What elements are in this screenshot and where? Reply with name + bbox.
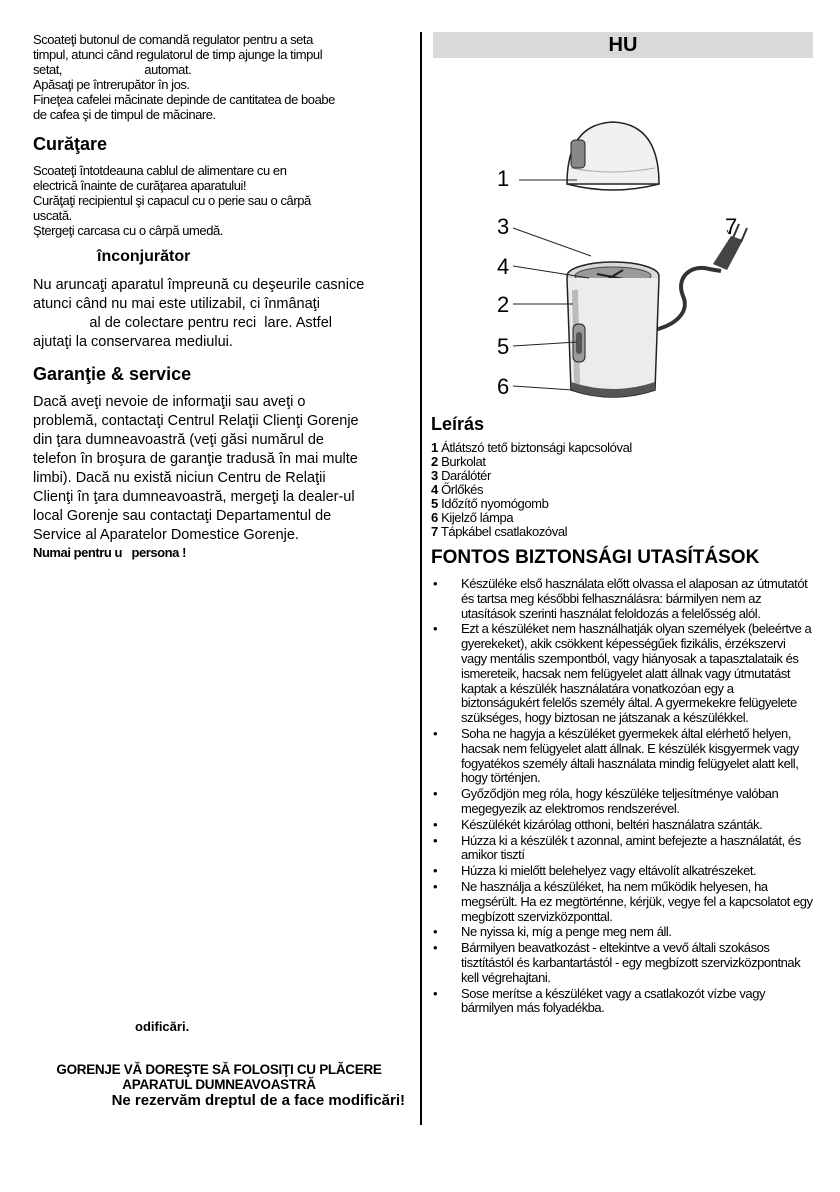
part-label: Időzítő nyomógomb	[441, 496, 549, 511]
footer-rights: Ne rezervăm dreptul de a face modificări!	[111, 1092, 405, 1109]
text-line: Curăţaţi recipientul şi capacul cu o perie sau o cârpă	[33, 193, 311, 208]
warranty-paragraph	[33, 393, 405, 545]
environment-heading: înconjurător	[97, 248, 191, 265]
text-line: limbi). Dacă nu există niciun Centru de Relaţii	[33, 470, 326, 486]
list-item: • Sose merítse a készüléket vagy a csatlakozót vízbe vagy bármilyen más folyadékba.	[431, 987, 813, 1017]
text-line: ajutaţi la conservarea mediului.	[33, 334, 233, 350]
cleaning-paragraph	[33, 163, 405, 238]
part-number: 7	[431, 524, 438, 539]
callout-1: 1	[497, 166, 510, 191]
intro-paragraph	[33, 32, 405, 122]
callout-7: 7	[725, 214, 738, 239]
footer-greeting	[33, 1062, 405, 1092]
text-line: Apăsaţi pe întrerupător în jos.	[33, 77, 190, 92]
callout-4: 4	[497, 254, 510, 279]
list-item: • Húzza ki a készülék t azonnal, amint befejezte a használatát, és amikor tisztí	[431, 834, 813, 864]
parts-list	[431, 441, 813, 539]
text-line: Dacă aveţi nevoie de informaţii sau aveţi o	[33, 394, 306, 410]
list-item: • Ne használja a készüléket, ha nem működik helyesen, ha megsérült. Ha ez megtörténne, kérjük, vegye fel a kapcsolatot egy megbízott szervizközponttal.	[431, 880, 813, 924]
footer-line: GORENJE VĂ DOREŞTE SĂ FOLOSIŢI CU PLĂCERE	[56, 1062, 382, 1077]
text-line: Ştergeţi carcasa cu o cârpă umedă.	[33, 223, 223, 238]
cleaning-heading: Curăţare	[33, 134, 108, 154]
safety-heading: FONTOS BIZTONSÁGI UTASÍTÁSOK	[431, 547, 760, 568]
part-label: Tápkábel csatlakozóval	[440, 524, 568, 539]
list-item	[431, 483, 813, 497]
grinder-figure	[431, 64, 813, 404]
warranty-heading: Garanţie & service	[33, 364, 192, 384]
list-item: • Készüléke első használata előtt olvassa el alaposan az útmutatót és tartsa meg későbbi felhasználásra: bármilyen nem az utasítások szerinti használat feloldozás a felelősség alól.	[431, 577, 813, 621]
part-label: Kijelző lámpa	[441, 510, 514, 525]
text-line: Clienţi în ţara dumneavoastră, mergeţi la dealer-ul	[33, 489, 355, 505]
text-line: telefon în broşura de garanţie tradusă în mai multe	[33, 451, 358, 467]
text-line: uscată.	[33, 208, 72, 223]
list-item	[431, 455, 813, 469]
text-line: Fineţea cafelei măcinate depinde de cantitatea de boabe	[33, 92, 335, 107]
list-item: • Készülékét kizárólag otthoni, beltéri használatra szánták.	[431, 818, 813, 833]
text-line: din ţara dumneavoastră (veţi găsi numărul de	[33, 432, 324, 448]
callout-5: 5	[497, 334, 510, 359]
part-number: 2	[431, 454, 438, 469]
text-line: Scoateţi întotdeauna cablul de alimentare cu en	[33, 163, 287, 178]
left-column	[33, 32, 405, 560]
part-number: 5	[431, 496, 438, 511]
list-item: • Ezt a készüléket nem használhatják olyan személyek (beleértve a gyerekeket), akik csökkent képességűek fizikális, érzékszervi vagy mentális szempontból, vagy hiányosak a tapasztalataik és ismereteik, hacsak nem felügyelet alatt állnak vagy útmutatást kaptak a készülék használatára vonatkozóan egy a biztonságukért felelős személy által. A gyermekekre felügyelete szükséges, hogy biztosan ne játszanak a készülékkel.	[431, 622, 813, 726]
list-item: • Soha ne hagyja a készüléket gyermekek által elérhető helyen, hacsak nem felügyelet alatt állnak. E készülék kisgyermek vagy fogyatékos személy általi használata mindig felügyelet alatt kell, hogy történjen.	[431, 727, 813, 786]
part-label: Őrlőkés	[441, 482, 484, 497]
text-line: Nu aruncaţi aparatul împreună cu deşeurile casnice	[33, 277, 365, 293]
coffee-grinder-illustration	[431, 64, 813, 404]
part-label: Átlátszó tető biztonsági kapcsolóval	[441, 440, 632, 455]
text-line: al de colectare pentru reci lare. Astfel	[33, 315, 332, 331]
fragment-text: odificări.	[135, 1019, 190, 1034]
list-item: • Ne nyissa ki, míg a penge meg nem áll.	[431, 925, 813, 940]
footer-line: APARATUL DUMNEAVOASTRĂ	[122, 1077, 316, 1092]
list-item: • Húzza ki mielőtt belehelyez vagy eltávolít alkatrészeket.	[431, 864, 813, 879]
text-line: problemă, contactaţi Centrul Relaţii Clienţi Gorenje	[33, 413, 359, 429]
list-item	[431, 441, 813, 455]
callout-2: 2	[497, 292, 510, 317]
environment-paragraph	[33, 276, 405, 352]
list-item	[431, 469, 813, 483]
callout-6: 6	[497, 374, 510, 399]
list-item: • Bármilyen beavatkozást - eltekintve a vevő általi szokásos tisztítástól és karbantartástól - egy megbízott szervizközpontnak kell végrehajtani.	[431, 941, 813, 985]
list-item	[431, 497, 813, 511]
text-line: setat, automat.	[33, 62, 192, 77]
column-divider	[420, 32, 422, 1125]
list-item	[431, 525, 813, 539]
list-item: • Győződjön meg róla, hogy készüléke teljesítménye valóban megegyezik az elektromos rendszerével.	[431, 787, 813, 817]
part-label: Darálótér	[441, 468, 491, 483]
text-line: de cafea şi de timpul de măcinare.	[33, 107, 216, 122]
part-label: Burkolat	[441, 454, 486, 469]
text-line: local Gorenje sau contactaţi Departamentul de	[33, 508, 332, 524]
description-heading: Leírás	[431, 414, 485, 434]
personal-use-note: Numai pentru u persona !	[33, 545, 186, 560]
part-number: 4	[431, 482, 438, 497]
text-line: timpul, atunci când regulatorul de timp ajunge la timpul	[33, 47, 323, 62]
text-line: atunci când nu mai este utilizabil, ci înmânaţi	[33, 296, 320, 312]
part-number: 1	[431, 440, 438, 455]
right-column	[431, 32, 813, 1017]
text-line: Scoateţi butonul de comandă regulator pentru a seta	[33, 32, 313, 47]
safety-list	[431, 577, 813, 1016]
callout-3: 3	[497, 214, 510, 239]
part-number: 6	[431, 510, 438, 525]
text-line: electrică înainte de curăţarea aparatului!	[33, 178, 247, 193]
language-bar: HU	[433, 32, 813, 58]
list-item	[431, 511, 813, 525]
part-number: 3	[431, 468, 438, 483]
text-line: Service al Aparatelor Domestice Gorenje.	[33, 527, 299, 543]
